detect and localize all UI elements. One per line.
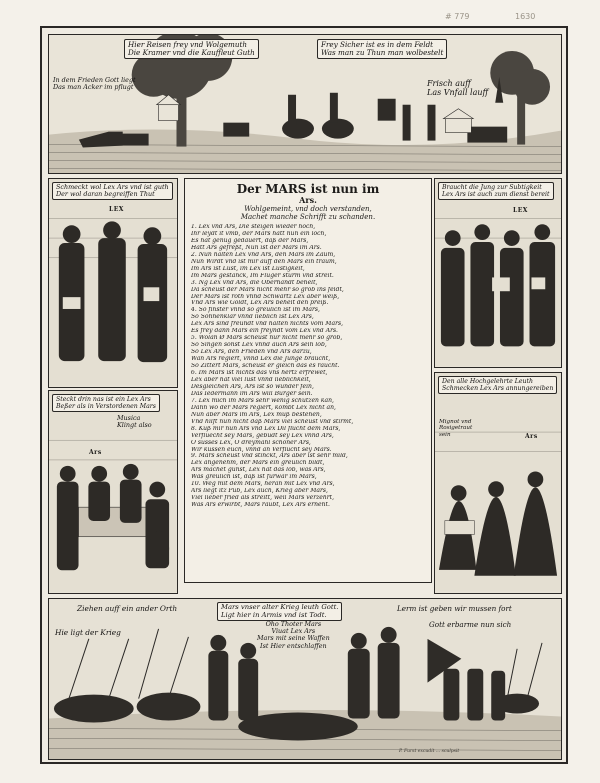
poem-line: 10. Weg mit dem Mars, heran mit Lex vnd Ars, — [191, 481, 335, 488]
broadsheet — [40, 26, 568, 764]
poem-line: Im Mars gestanck, Im Fluger sturm vnd streit. — [191, 272, 334, 279]
banner-lex-ars-3: Braucht die Jung zur Subtigkeit Lex Ars ist auch zum dienst bereit — [438, 182, 554, 200]
caption-lerm: Lerm ist geben wir mussen fort — [397, 604, 512, 613]
poem-line: Wan Ars regiert, vnnd Lex die Junge braucht, — [191, 356, 331, 363]
pencil-note-left: # 779 — [445, 12, 470, 21]
caption-mignot: Mignot vnd Rosigetraut sein — [439, 419, 473, 438]
poem-line: 4. So finster vnnd so greulich ist im Mars, — [191, 307, 320, 314]
poem-line: Desgleichen Ars, Ars ist so wunder fein, — [191, 383, 314, 390]
banner-travel: Hier Reisen frey vnd Wolgemuth Die Kramer vnd die Kauffleut Guth — [124, 39, 259, 59]
poem-line: 8. Kuß mir nun Ars vnd Lex Dil flucht dem Mars, — [191, 425, 341, 432]
lex-label-right: LEX — [513, 207, 528, 214]
ars-label-right: Ars — [525, 433, 538, 440]
poem-line: 5. Wolan Ø Mars scheust nur nicht mehr so grob, — [191, 335, 343, 342]
poem-line: Lex aber hat viel lust vnnd lieblichkeit, — [191, 376, 311, 383]
pencil-note-right: 1630 — [515, 12, 536, 21]
poem-line: Der Mars ist roth vnnd Schwartz Lex aber weiß, — [191, 293, 340, 300]
poem-line: Im Ars ist Lust, im Lex ist Lustigkeit, — [191, 265, 305, 272]
banner-lex-ars-2: Steckt drin nas ist ein Lex Ars Beßer als in Verstordenen Mars — [52, 394, 160, 412]
poem-line: Verfluecht sey Mars, gebudt sey Lex vnnd Ars, — [191, 432, 334, 439]
poem-line: 1. Lex vnd Ars, Die steigen wieder hoch, — [191, 224, 316, 230]
poem-line: 3. Ng Lex vnd Ars, die Oberhandt behelt, — [191, 279, 318, 286]
caption-viuat: Oho Thoter Mars Viuat Lex Ars Mars mit seine Waffen Ist Hier entschlaffen — [257, 620, 330, 650]
poem-verses — [191, 224, 425, 509]
caption-krieg: Hie ligt der Krieg — [55, 628, 121, 637]
poem-line: Nun aber Mars im Ars, Lex muß bestehen, — [191, 411, 322, 418]
poem-line: Vnd Ars wie Goldt, Lex Ars behelt den preiß. — [191, 300, 329, 307]
poem-line: So Lex Ars, den Frieden vnd Ars darzu, — [191, 349, 312, 356]
banner-field: Frey Sicher ist es in dem Feldt Was man zu Thun man wolbestelt — [317, 39, 447, 59]
poem-line: Vnd hilft nun nicht daß Mars viel scheust vnd stirmt, — [191, 418, 354, 425]
caption-gott: Gott erbarme nun sich — [429, 620, 512, 629]
poem-line: Was greulich ist, daß ist furwar im Mars, — [191, 474, 317, 481]
poem-line: Viel lieber fried als streitt, weil Mars verzehrt, — [191, 495, 335, 502]
poem-line: Wir küssen euch, vnnd an Verflucht sey Mars. — [191, 446, 332, 453]
poem-line: So Sonnenklar vnnd lieblich ist Lex Ars, — [191, 314, 314, 321]
poem-line: Ars liegt itz Pub, Lex auch, Krieg aber Mars, — [191, 488, 328, 495]
poem-line: Ihr leydt it vmb, der Mars hatt nun ein loch, — [191, 230, 327, 237]
poem-line: Hatt Ars gefreßt, Nun ist der Mars im Ars. — [191, 244, 322, 251]
music-engraving — [49, 391, 177, 592]
banner-lex-ars-4: Den alle Hochgelehrte Leuth Schmecken Lex Ars annungereiben — [438, 376, 557, 394]
poem-line: Nun Wirdt vnd ist mir auff den Märs ein traum, — [191, 258, 337, 265]
poem-line: Was Ars erwirbt, Mars raubt, Lex Ars erneht. — [191, 502, 330, 509]
poem-line: 6. Im Mars ist nichts das vns hertz erfrewet, — [191, 370, 328, 377]
banner-lex-ars-1: Schmeckt wol Lex Ars vnd ist guth Der wol daran begreiffen Thut — [52, 182, 173, 200]
right-readers-panel — [434, 178, 562, 368]
readers-engraving — [435, 179, 561, 366]
poem-line: Lex Ars sind freundt vnd halten nichts vom Mars, — [191, 321, 344, 328]
right-ladies-panel — [434, 372, 562, 594]
poem-line: 7. Lex mich im Mars sehr wenig schutzen kan, — [191, 397, 334, 404]
engraver-signature: P. Furst excudit ... sculpsit — [399, 749, 460, 754]
poem-line: Das Iedermann im Ars will Burger sein. — [191, 390, 313, 397]
caption-plough: In dem Frieden Gott liegt Das man Acker im pflugt — [53, 76, 136, 91]
poem-line: 2. Nun halten Lex vnd Ars, den Mars im Zaum, — [191, 251, 336, 258]
poem-line: Es hat genug gedauert, daß der Mars, — [191, 237, 309, 244]
bottom-battle-panel — [48, 598, 562, 760]
ars-label-left: Ars — [89, 449, 102, 456]
left-scholars-panel — [48, 178, 178, 388]
poem-line: 9. Mars scheust vnd stinckt, Ars aber ist sehr mild, — [191, 453, 348, 460]
poem-line: O süsses Lex, O dreymahl schöner Ars, — [191, 439, 311, 446]
ladies-engraving — [435, 373, 561, 592]
left-music-panel — [48, 390, 178, 594]
poem-title: Der MARS ist nun im Ars. — [236, 182, 380, 205]
top-landscape-panel — [48, 34, 562, 174]
poem-subtitle: Wohlgemeint, vnd doch verstanden, Machet manche Schrifft zu schanden. — [240, 205, 376, 221]
poem-line: Dann wo der Mars regiert, kombt Lex nicht an, — [191, 404, 336, 411]
poem-line: So Singen sonst Lex vnnd auch Ars sein lob, — [191, 342, 327, 349]
banner-mars-dead: Mars vnser alter Krieg leuth Gott. Ligt hier in Armis vnd ist Todt. — [217, 602, 342, 621]
poem-line: Es frey dann Mars ein freyndt vom Lex vnd Ars. — [191, 328, 338, 335]
poem-line: Lex angenehm, der Märs ein greulich bildt, — [191, 460, 325, 467]
caption-musica: Musica Klingt also — [117, 414, 152, 429]
caption-ziehen: Ziehen auff ein ander Orth — [77, 604, 178, 613]
caption-frisch: Frisch auff Las Vnfall lauff — [427, 79, 489, 97]
poem-text-panel — [184, 178, 432, 583]
lex-label: LEX — [109, 206, 124, 213]
poem-line: So Zittert Mars, scheust er gleich das es raucht. — [191, 363, 340, 370]
poem-line: Da scheust der Mars nicht mehr so grob ins feldt, — [191, 286, 344, 293]
poem-line: Ars machet gunst, Lex hat das lob, was Ars, — [191, 467, 326, 474]
